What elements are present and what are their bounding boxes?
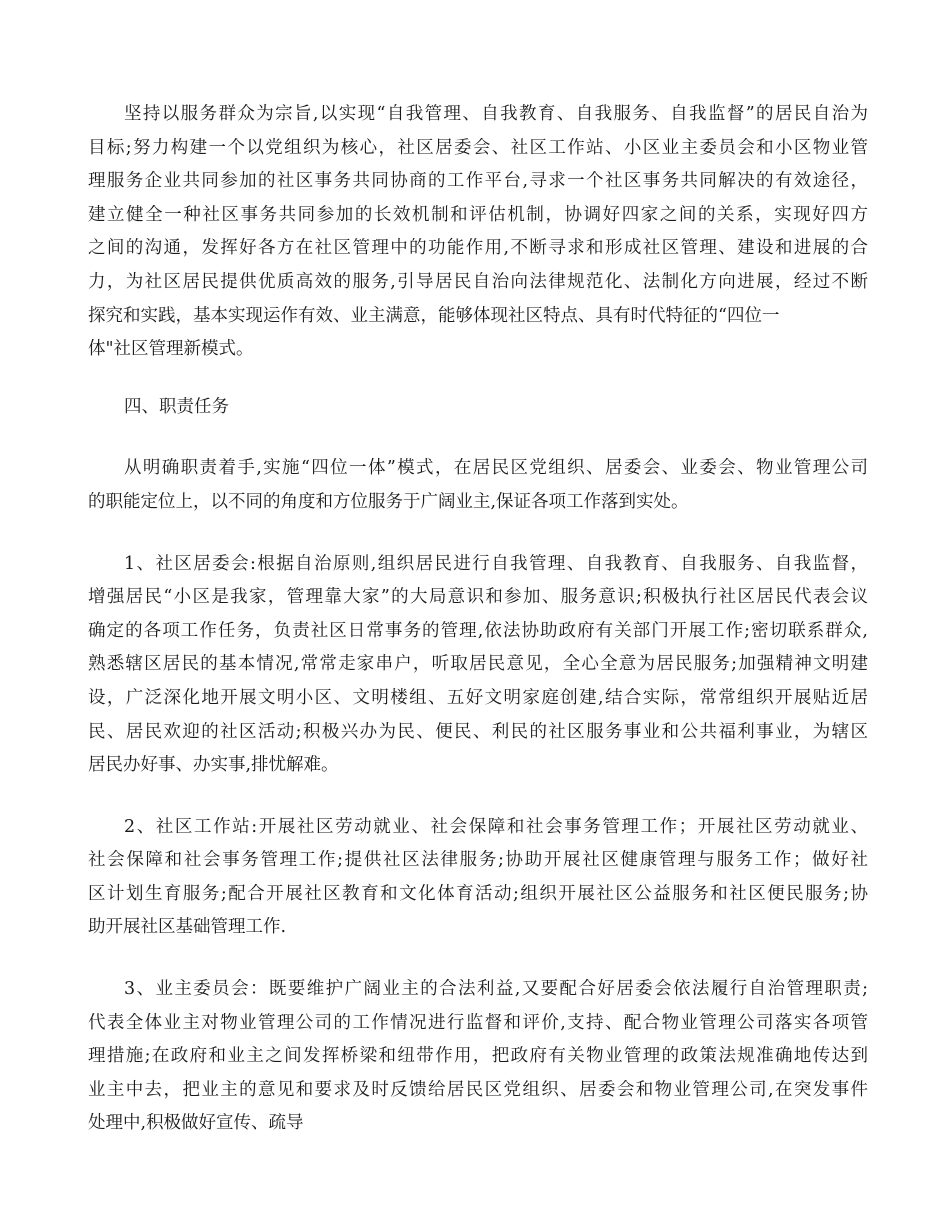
text-line: 之间的沟通，发挥好各方在社区管理中的功能作用,不断寻求和形成社区管理、建设和进展的合 (88, 238, 868, 259)
text-line: 2、社区工作站:开展社区劳动就业、社会保障和社会事务管理工作；开展社区劳动就业、 (124, 816, 868, 837)
paragraph-residents-committee (88, 548, 868, 783)
text-line: 的职能定位上，以不同的角度和方位服务于广阔业主,保证各项工作落到实处。 (88, 491, 689, 512)
paragraph-community-workstation (88, 811, 868, 945)
text-line: 3、业主委员会：既要维护广阔业主的合法利益,又要配合好居委会依法履行自治管理职责; (124, 979, 868, 1000)
text-line: 设，广泛深化地开展文明小区、文明楼组、五好文明家庭创建,结合实际，常常组织开展贴近居 (88, 687, 868, 708)
text-line: 区计划生育服务;配合开展社区教育和文化体育活动;组织开展社区公益服务和社区便民服务;协 (88, 883, 868, 904)
paragraph-community-goal (88, 98, 868, 367)
text-line: 体"社区管理新模式。 (88, 339, 254, 360)
text-line: 确定的各项工作任务，负责社区日常事务的管理,依法协助政府有关部门开展工作;密切联系群众, (88, 620, 868, 641)
text-line: 目标;努力构建一个以党组织为核心，社区居委会、社区工作站、小区业主委员会和小区物业管 (88, 137, 868, 158)
text-line: 助开展社区基础管理工作. (88, 917, 287, 938)
text-line: 处理中,积极做好宣传、疏导 (88, 1113, 304, 1134)
document-body (88, 98, 868, 1141)
text-line: 力，为社区居民提供优质高效的服务,引导居民自治向法律规范化、法制化方向进展，经过不断 (88, 271, 868, 292)
text-line: 建立健全一种社区事务共同参加的长效机制和评估机制，协调好四家之间的关系，实现好四方 (88, 204, 868, 225)
paragraph-duties-intro (88, 452, 868, 519)
section-heading-duties: 四、职责任务 (124, 396, 229, 417)
text-line: 熟悉辖区居民的基本情况,常常走家串户，听取居民意见，全心全意为居民服务;加强精神文明建 (88, 654, 868, 675)
text-line: 探究和实践，基本实现运作有效、业主满意，能够体现社区特点、具有时代特征的“四位一 (88, 305, 780, 326)
text-line: 从明确职责着手,实施“四位一体”模式，在居民区党组织、居委会、业委会、物业管理公司 (124, 458, 868, 479)
text-line: 居民办好事、办实事,排忧解难。 (88, 755, 339, 776)
text-line: 增强居民“小区是我家，管理靠大家”的大局意识和参加、服务意识;积极执行社区居民代表会议 (88, 587, 868, 608)
paragraph-owners-committee (88, 973, 868, 1141)
text-line: 代表全体业主对物业管理公司的工作情况进行监督和评价,支持、配合物业管理公司落实各项管 (88, 1012, 868, 1033)
text-line: 社会保障和社会事务管理工作;提供社区法律服务;协助开展社区健康管理与服务工作；做好社 (88, 850, 868, 871)
text-line: 理服务企业共同参加的社区事务共同协商的工作平台,寻求一个社区事务共同解决的有效途径， (88, 171, 868, 192)
text-line: 业主中去，把业主的意见和要求及时反馈给居民区党组织、居委会和物业管理公司,在突发事件 (88, 1079, 868, 1100)
text-line: 理措施;在政府和业主之间发挥桥梁和纽带作用，把政府有关物业管理的政策法规准确地传达到 (88, 1046, 868, 1067)
text-line: 民、居民欢迎的社区活动;积极兴办为民、便民、利民的社区服务事业和公共福利事业，为辖区 (88, 721, 868, 742)
text-line: 1、社区居委会:根据自治原则,组织居民进行自我管理、自我教育、自我服务、自我监督， (124, 553, 868, 574)
text-line: 坚持以服务群众为宗旨,以实现“自我管理、自我教育、自我服务、自我监督”的居民自治为 (124, 104, 868, 124)
